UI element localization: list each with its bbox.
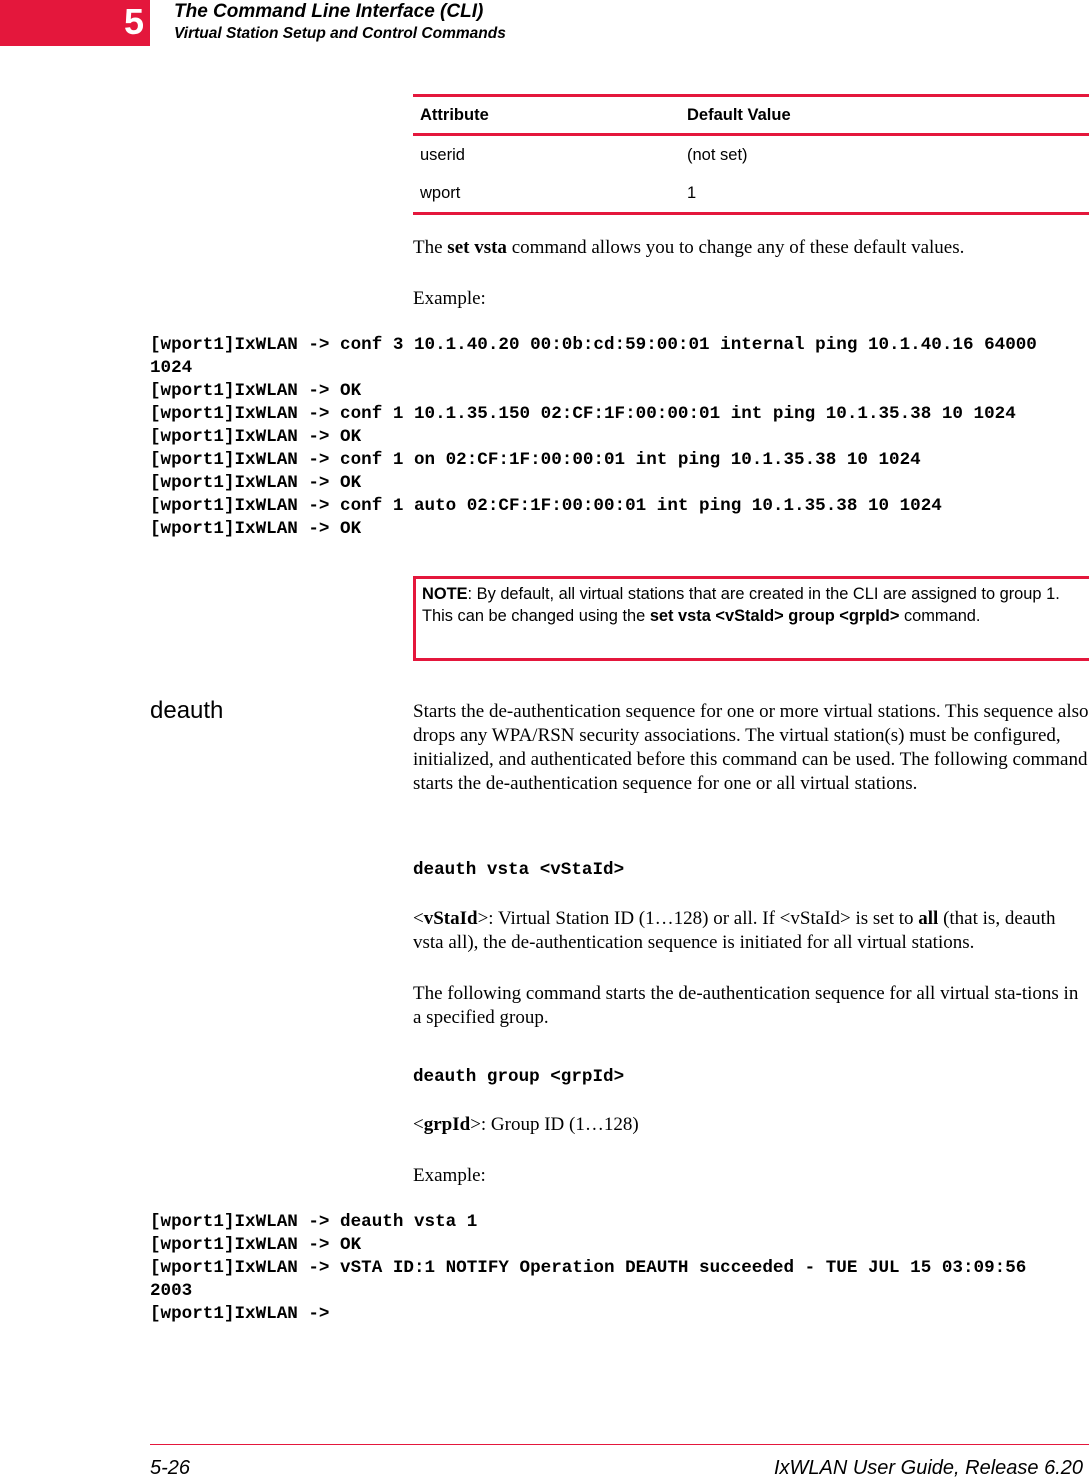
note-box xyxy=(413,576,1089,661)
table-cell-attribute: userid xyxy=(420,145,465,164)
footer-guide-title: IxWLAN User Guide, Release 6.20 xyxy=(773,1457,1083,1479)
table-cell-default-value: 1 xyxy=(687,183,697,202)
table-row xyxy=(413,136,1089,174)
deauth-group-command: deauth group <grpId> xyxy=(413,1067,625,1087)
footer-rule xyxy=(150,1444,1089,1445)
text-run: (that is, deauth vsta all), the de-authentication sequence is initiated for all virtual stations. xyxy=(413,908,1056,953)
deauth-heading: deauth xyxy=(150,697,224,724)
code-block-deauth: [wport1]IxWLAN -> deauth vsta 1 [wport1]IxWLAN -> OK [wport1]IxWLAN -> vSTA ID:1 NOTIFY Operation DEAUTH succeeded - TUE JUL 15 03:09:56 2003 [wport1]IxWLAN -> xyxy=(150,1212,1027,1324)
footer-page-number: 5-26 xyxy=(150,1457,191,1479)
attribute-table xyxy=(413,94,1089,215)
set-vsta-paragraph xyxy=(413,236,1089,260)
note-label: NOTE xyxy=(422,585,468,603)
note-text: : By default, all virtual stations that are created in the CLI are assigned to group 1. This can be changed using the xyxy=(422,585,1060,625)
vstaid-parameter xyxy=(413,907,1089,955)
section-subtitle: Virtual Station Setup and Control Commands xyxy=(174,25,506,42)
deauth-description: Starts the de-authentication sequence for one or more virtual stations. This sequence also drops any WPA/RSN security associations. The virtual station(s) must be configured, initialized, and authenticated before this command can be used. The following command starts the de-authentication sequence for one or all virtual stations. xyxy=(413,701,1089,794)
command-name: set vsta xyxy=(447,237,507,258)
table-header-attribute: Attribute xyxy=(420,105,489,124)
note-text: command. xyxy=(899,607,981,625)
group-intro: The following command starts the de-authentication sequence for all virtual sta-tions in a specified group. xyxy=(413,983,1079,1028)
parameter-name: vStaId xyxy=(423,908,478,929)
text-run: >: Virtual Station ID (1…128) or all. If <vStaId> is set to xyxy=(477,908,919,929)
grpid-parameter xyxy=(413,1113,639,1137)
table-row xyxy=(413,174,1089,212)
deauth-vsta-command: deauth vsta <vStaId> xyxy=(413,860,625,880)
code-block-conf: [wport1]IxWLAN -> conf 3 10.1.40.20 00:0b:cd:59:00:01 internal ping 10.1.40.16 64000 1024 [wport1]IxWLAN -> OK [wport1]IxWLAN -> conf 1 10.1.35.150 02:CF:1F:00:00:01 int ping 10.1.35.38 10 1024 [wport1]IxWLAN -> OK [wport1]IxWLAN -> conf 1 on 02:CF:1F:00:00:01 int ping 10.1.35.38 10 1024 [wport1]IxWLAN -> OK [wport1]IxWLAN -> conf 1 auto 02:CF:1F:00:00:01 int ping 10.1.35.38 10 1024 [wport1]IxWLAN -> OK xyxy=(150,335,1037,539)
text-run: >: Group ID (1…128) xyxy=(470,1114,639,1135)
bold-keyword: all xyxy=(918,908,939,929)
example-label: Example: xyxy=(413,1165,486,1186)
chapter-number: 5 xyxy=(124,1,145,42)
table-cell-default-value: (not set) xyxy=(687,145,748,164)
table-header-row xyxy=(413,97,1089,136)
chapter-title: The Command Line Interface (CLI) xyxy=(174,1,484,22)
text-run: The xyxy=(413,237,448,258)
text-run: < xyxy=(413,1114,424,1135)
note-command: set vsta <vStaId> group <grpId> xyxy=(649,607,900,625)
example-label: Example: xyxy=(413,288,486,309)
text-run: command allows you to change any of these default values. xyxy=(506,237,965,258)
chapter-tab xyxy=(0,0,150,46)
table-header-default-value: Default Value xyxy=(687,105,791,124)
text-run: < xyxy=(413,908,424,929)
table-cell-attribute: wport xyxy=(420,183,461,202)
parameter-name: grpId xyxy=(423,1114,471,1135)
